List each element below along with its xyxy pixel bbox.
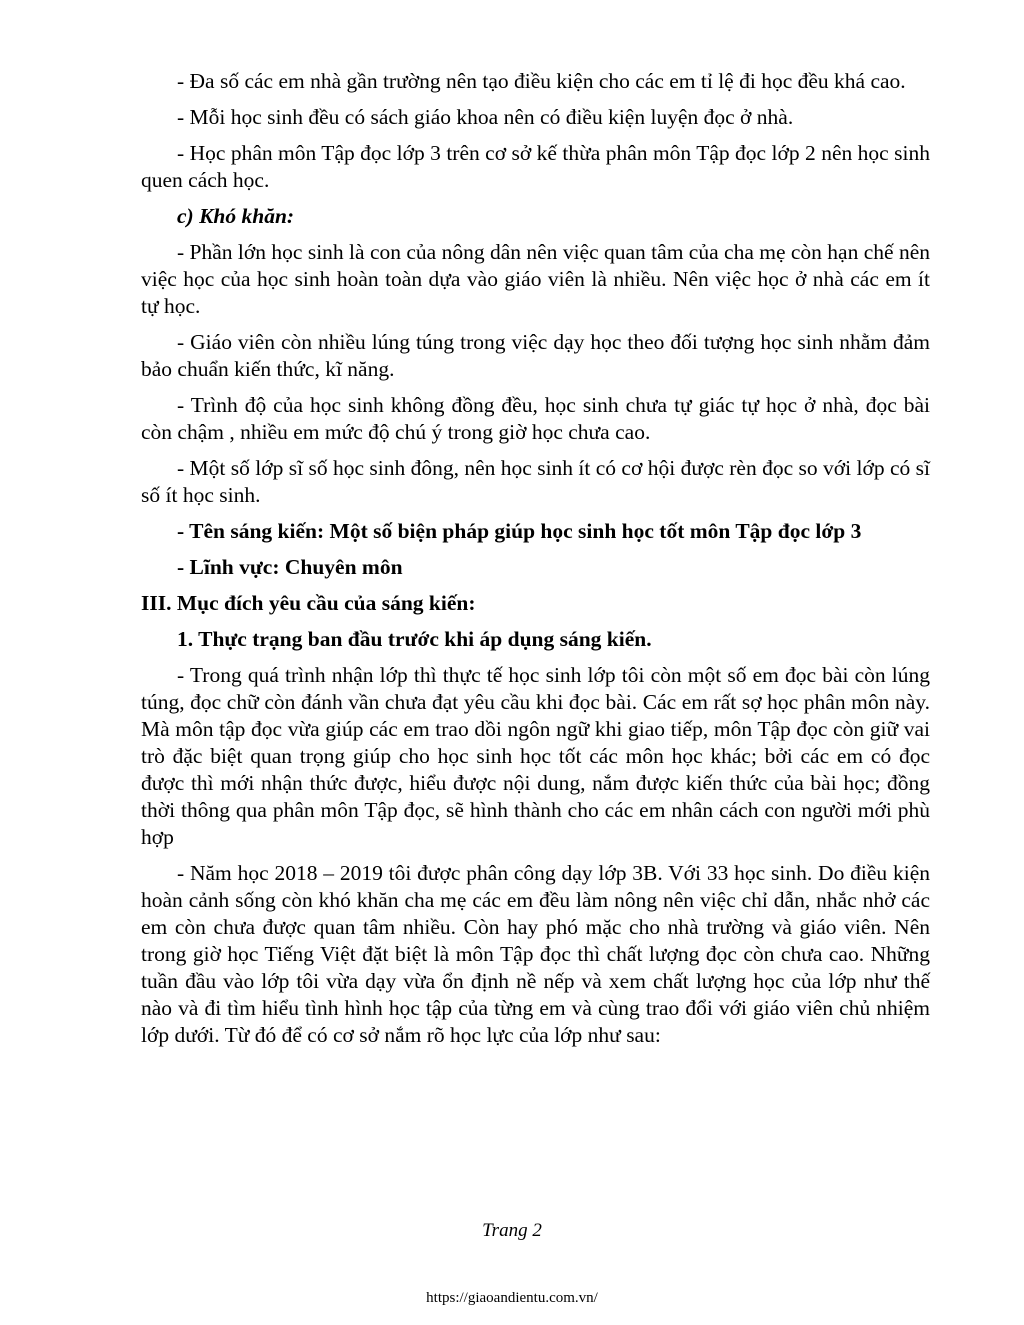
paragraph-parents: - Phần lớn học sinh là con của nông dân nên việc quan tâm của cha mẹ còn hạn chế nên việc học của học sinh hoàn toàn dựa vào giáo viên là nhiều. Nên việc học ở nhà các em ít tự học.	[141, 240, 930, 318]
section-heading-purpose: III. Mục đích yêu cầu của sáng kiến:	[141, 591, 476, 615]
paragraph-situation-reading: - Trong quá trình nhận lớp thì thực tế học sinh lớp tôi còn một số em đọc bài còn lúng túng, đọc chữ còn đánh vần chưa đạt yêu cầu khi đọc bài. Các em rất sợ học phân môn này. Mà môn tập đọc vừa giúp các em trao dồi ngôn ngữ khi giao tiếp, môn Tập đọc còn giữ vai trò đặc biệt quan trọng giúp cho học sinh học tốt các môn học khác; bởi các em có đọc được thì mới nhận thức được, hiểu được nội dung, nắm được kiến thức của bài học; đồng thời thông qua phân môn Tập đọc, sẽ hình thành cho các em nhân cách con người mới phù hợp	[141, 663, 930, 849]
paragraph-class-size: - Một số lớp sĩ số học sinh đông, nên học sinh ít có cơ hội được rèn đọc so với lớp có sĩ số ít học sinh.	[141, 456, 930, 507]
paragraph-school-year: - Năm học 2018 – 2019 tôi được phân công dạy lớp 3B. Với 33 học sinh. Do điều kiện hoàn cảnh sống còn khó khăn cha mẹ các em đều làm nông nên việc chỉ dẫn, nhắc nhở các em còn chưa được quan tâm nhiều. Còn hay phó mặc cho nhà trường và giáo viên. Nên trong giờ học Tiếng Việt đặt biệt là môn Tập đọc thì chất lượng đọc còn chưa cao. Những tuần đầu vào lớp tôi vừa dạy vừa ổn định nề nếp và xem chất lượng học của lớp như thế nào và đi tìm hiểu tình hình học tập của từng em và cùng trao đổi với giáo viên chủ nhiệm lớp dưới. Từ đó để có cơ sở nắm rõ học lực của lớp như sau:	[141, 861, 930, 1047]
page-number: Trang 2	[482, 1220, 542, 1241]
paragraph-textbooks: - Mỗi học sinh đều có sách giáo khoa nên có điều kiện luyện đọc ở nhà.	[177, 105, 794, 129]
subheading-initial-situation: 1. Thực trạng ban đầu trước khi áp dụng sáng kiến.	[177, 627, 652, 651]
paragraph-continuity: - Học phân môn Tập đọc lớp 3 trên cơ sở kế thừa phân môn Tập đọc lớp 2 nên học sinh quen cách học.	[141, 141, 930, 192]
document-body	[141, 68, 930, 1058]
paragraph-teachers: - Giáo viên còn nhiều lúng túng trong việc dạy học theo đối tượng học sinh nhằm đảm bảo chuẩn kiến thức, kĩ năng.	[141, 330, 930, 381]
footer-url: https://giaoandientu.com.vn/	[426, 1290, 598, 1306]
paragraph-student-level: - Trình độ của học sinh không đồng đều, học sinh chưa tự giác tự học ở nhà, đọc bài còn chậm , nhiều em mức độ chú ý trong giờ học chưa cao.	[141, 393, 930, 444]
initiative-field: - Lĩnh vực: Chuyên môn	[177, 555, 403, 579]
heading-difficulties: c) Khó khăn:	[177, 204, 295, 228]
paragraph-school-proximity: - Đa số các em nhà gần trường nên tạo điều kiện cho các em tỉ lệ đi học đều khá cao.	[177, 69, 906, 93]
initiative-title: - Tên sáng kiến: Một số biện pháp giúp học sinh học tốt môn Tập đọc lớp 3	[177, 519, 862, 543]
